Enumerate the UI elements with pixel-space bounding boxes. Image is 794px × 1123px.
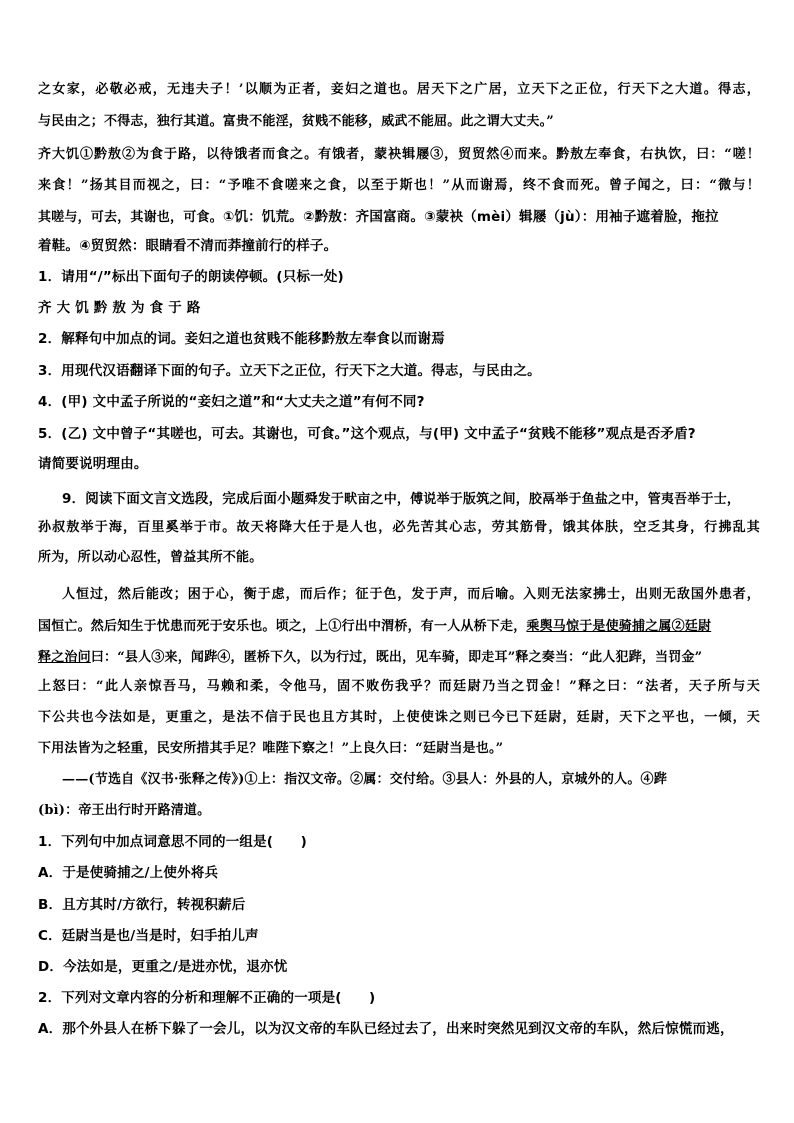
underlined-sentence: 乘舆马惊于是使骑捕之属②廷尉 xyxy=(526,619,712,634)
option-line: C．廷尉当是也/当是时，妇手拍儿声 xyxy=(38,928,259,944)
question-line: 3．用现代汉语翻译下面的句子。立天下之正位，行天下之大道。得志，与民由之。 xyxy=(38,363,541,379)
question-line: 2．解释句中加点的词。妾妇之道也贫贱不能移黔敖左奉食以而谢焉 xyxy=(38,331,445,347)
q9-passage-line: 孙叔敖举于海，百里奚举于市。故天将降大任于是人也，必先苦其心志，劳其筋骨，饿其体肤，空乏其身，行拂乱其 xyxy=(38,520,760,535)
q9-source-line: ——(节选自《汉书·张释之传》)①上：指汉文帝。②属：交付给。③县人：外县的人，京城外的人。④跸 xyxy=(62,772,667,787)
q9-passage-text: 舜发于畎亩之中，傅说举于版筑之间，胶鬲举于鱼盐之中，管夷吾举于士， xyxy=(304,492,741,507)
question-line: 4．(甲) 文中孟子所说的“妾妇之道”和“大丈夫之道”有何不同? xyxy=(38,394,425,410)
passage-b-line-with-note xyxy=(38,205,760,229)
question-line: 齐 大 饥 黔 敖 为 食 于 路 xyxy=(38,300,201,316)
passage-a-line: 与民由之；不得志，独行其道。富贵不能淫，贫贱不能移，威武不能屈。此之谓大丈夫。” xyxy=(38,114,554,129)
q9-passage-line: 人恒过，然后能改；困于心，衡于虑，而后作；征于色，发于声，而后喻。入则无法家拂士，出则无敌国外患者， xyxy=(62,587,760,602)
passage-b-note: ①饥：饥荒。②黔敖：齐国富商。③蒙袂（mèi）辑屦（jù）：用袖子遮着脸，拖拉 xyxy=(222,209,719,225)
q9-passage-line-underlined xyxy=(38,614,760,638)
question-line: 2．下列对文章内容的分析和理解不正确的一项是( ) xyxy=(38,990,376,1006)
q9-passage-line: 上怒曰：“此人亲惊吾马，马赖和柔，令他马，固不败伤我乎？而廷尉乃当之罚金！”释之曰：“法者，天子所与天 xyxy=(38,679,760,694)
q9-intro-line xyxy=(62,487,760,511)
passage-b-text: 其嗟与，可去，其谢也，可食。 xyxy=(38,210,223,225)
question-line: 5．(乙) 文中曾子“其嗟也，可去。其谢也，可食。”这个观点，与(甲) 文中孟子“贫贱不能移”观点是否矛盾? xyxy=(38,426,696,442)
q9-passage-text: 国恒亡。然后知生于忧患而死于安乐也。顷之，上①行出中渭桥，有一人从桥下走， xyxy=(38,619,527,634)
q9-passage-line: 下用法皆为之轻重，民安所措其手足？唯陛下察之！”上良久曰：“廷尉当是也。” xyxy=(38,741,504,756)
option-line: A．于是使骑捕之/上使外将兵 xyxy=(38,865,219,881)
passage-a-line: 之女家，必敬必戒，无违夫子！’以顺为正者，妾妇之道也。居天下之广居，立天下之正位，行天下之大道。得志， xyxy=(38,82,760,97)
q9-passage-line: 下公共也今法如是，更重之，是法不信于民也且方其时，上使使诛之则已今已下廷尉，廷尉，天下之平也，一倾，天 xyxy=(38,710,760,725)
option-line: A．那个外县人在桥下躲了一会儿，以为汉文帝的车队已经过去了，出来时突然见到汉文帝的车队，然后惊慌而逃， xyxy=(38,1021,734,1037)
option-line: B．且方其时/方欲行，转视积薪后 xyxy=(38,897,246,913)
q9-intro: 9．阅读下面文言文选段，完成后面小题 xyxy=(62,491,305,507)
question-line: 1．下列句中加点词意思不同的一组是( ) xyxy=(38,834,307,850)
q9-passage-line-underlined xyxy=(38,645,760,669)
q9-passage-text: 曰：“县人③来，闻跸④，匿桥下久，以为行过，既出，见车骑，即走耳”释之奏当：“此人犯跸，当罚金” xyxy=(90,650,703,665)
underlined-sentence: 释之治问 xyxy=(38,650,91,665)
passage-b-line: 来食！”扬其目而视之，曰：“予唯不食嗟来之食，以至于斯也！”从而谢焉，终不食而死。曾子闻之，曰：“微与！ xyxy=(38,178,760,193)
option-line: D．今法如是，更重之/是进亦忧，退亦忧 xyxy=(38,959,288,975)
q9-passage-line: 所为，所以动心忍性，曾益其所不能。 xyxy=(38,550,263,565)
question-line: 1．请用“/”标出下面句子的朗读停顿。(只标一处) xyxy=(38,269,344,285)
passage-b-line: 齐大饥①黔敖②为食于路，以待饿者而食之。有饿者，蒙袂辑屦③，贸贸然④而来。黔敖左奉食，右执饮，曰：“嗟！ xyxy=(38,147,760,162)
question-line: 请简要说明理由。 xyxy=(38,456,148,472)
passage-b-note-line: 着鞋。④贸贸然：眼睛看不清而莽撞前行的样子。 xyxy=(38,238,338,254)
q9-source-line: (bì)：帝王出行时开路清道。 xyxy=(38,803,211,818)
